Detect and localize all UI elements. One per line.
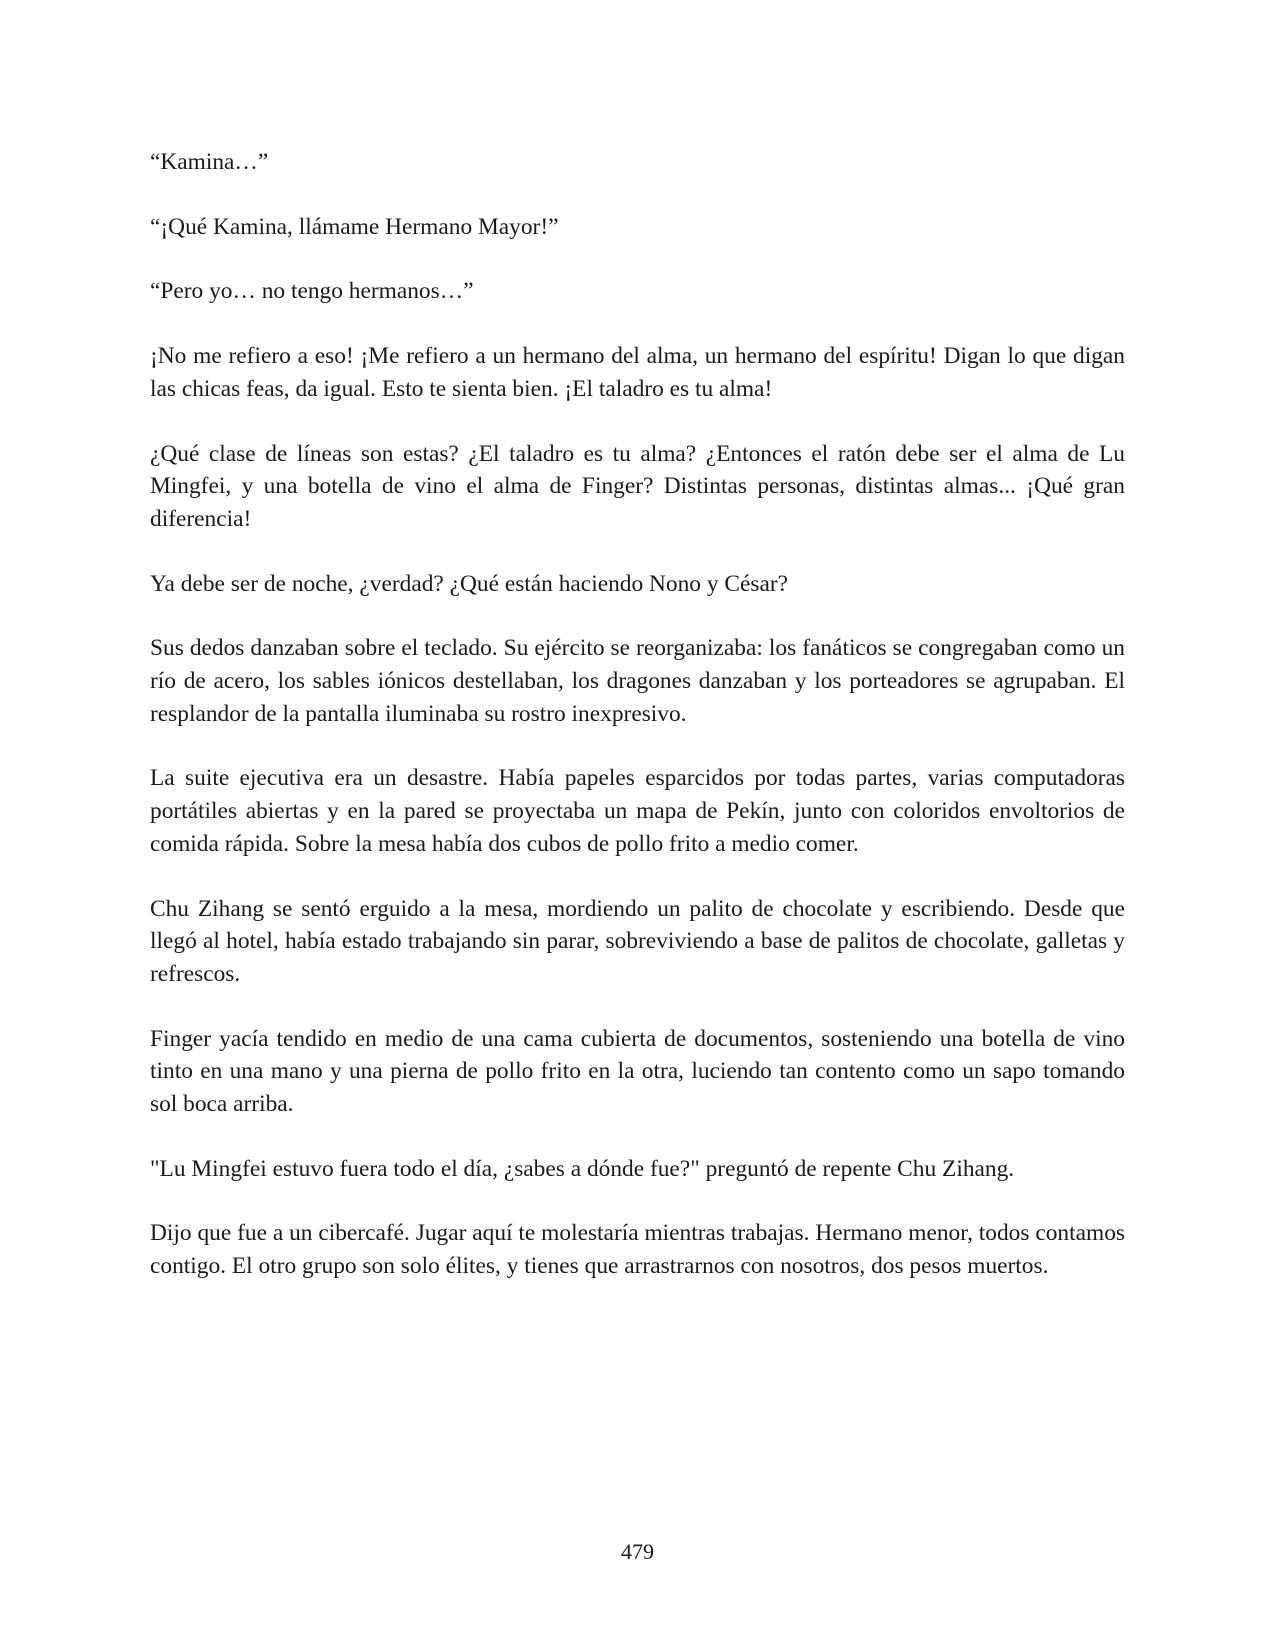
body-text bbox=[150, 146, 1125, 1315]
paragraph: Chu Zihang se sentó erguido a la mesa, mordiendo un palito de chocolate y escribiendo. Desde que llegó al hotel, había estado trabajando sin parar, sobreviviendo a base de palitos de chocolate, galletas y refrescos. bbox=[150, 895, 1125, 987]
paragraph: Dijo que fue a un cibercafé. Jugar aquí te molestaría mientras trabajas. Hermano menor, todos contamos contigo. El otro grupo son solo élites, y tienes que arrastrarnos con nosotros, dos pesos muertos. bbox=[150, 1220, 1125, 1280]
paragraph: Finger yacía tendido en medio de una cama cubierta de documentos, sosteniendo una botella de vino tinto en una mano y una pierna de pollo frito en la otra, luciendo tan contento como un sapo tomando sol boca arriba. bbox=[150, 1025, 1125, 1118]
paragraph: “Pero yo… no tengo hermanos…” bbox=[150, 278, 474, 305]
paragraph: "Lu Mingfei estuvo fuera todo el día, ¿sabes a dónde fue?" preguntó de repente Chu Zihang. bbox=[150, 1155, 1015, 1182]
paragraph: “Kamina…” bbox=[150, 149, 269, 175]
paragraph: Ya debe ser de noche, ¿verdad? ¿Qué están haciendo Nono y César? bbox=[150, 570, 789, 597]
paragraph: “¡Qué Kamina, llámame Hermano Mayor!” bbox=[150, 213, 559, 240]
paragraph: Sus dedos danzaban sobre el teclado. Su ejército se reorganizaba: los fanáticos se congregaban como un río de acero, los sables iónicos destellaban, los dragones danzaban y los porteadores se agrupaban. El resplandor de la pantalla iluminaba su rostro inexpresivo. bbox=[150, 635, 1125, 727]
paragraph: ¡No me refiero a eso! ¡Me refiero a un hermano del alma, un hermano del espíritu! Digan lo que digan las chicas feas, da igual. Esto te sienta bien. ¡El taladro es tu alma! bbox=[150, 343, 1125, 402]
page-number: 479 bbox=[621, 1539, 654, 1564]
paragraph: La suite ejecutiva era un desastre. Había papeles esparcidos por todas partes, varias computadoras portátiles abiertas y en la pared se proyectaba un mapa de Pekín, junto con coloridos envoltorios de comida rápida. Sobre la mesa había dos cubos de pollo frito a medio comer. bbox=[150, 765, 1125, 857]
paragraph: ¿Qué clase de líneas son estas? ¿El taladro es tu alma? ¿Entonces el ratón debe ser el alma de Lu Mingfei, y una botella de vino el alma de Finger? Distintas personas, distintas almas... ¡Qué gran diferencia! bbox=[150, 440, 1125, 532]
